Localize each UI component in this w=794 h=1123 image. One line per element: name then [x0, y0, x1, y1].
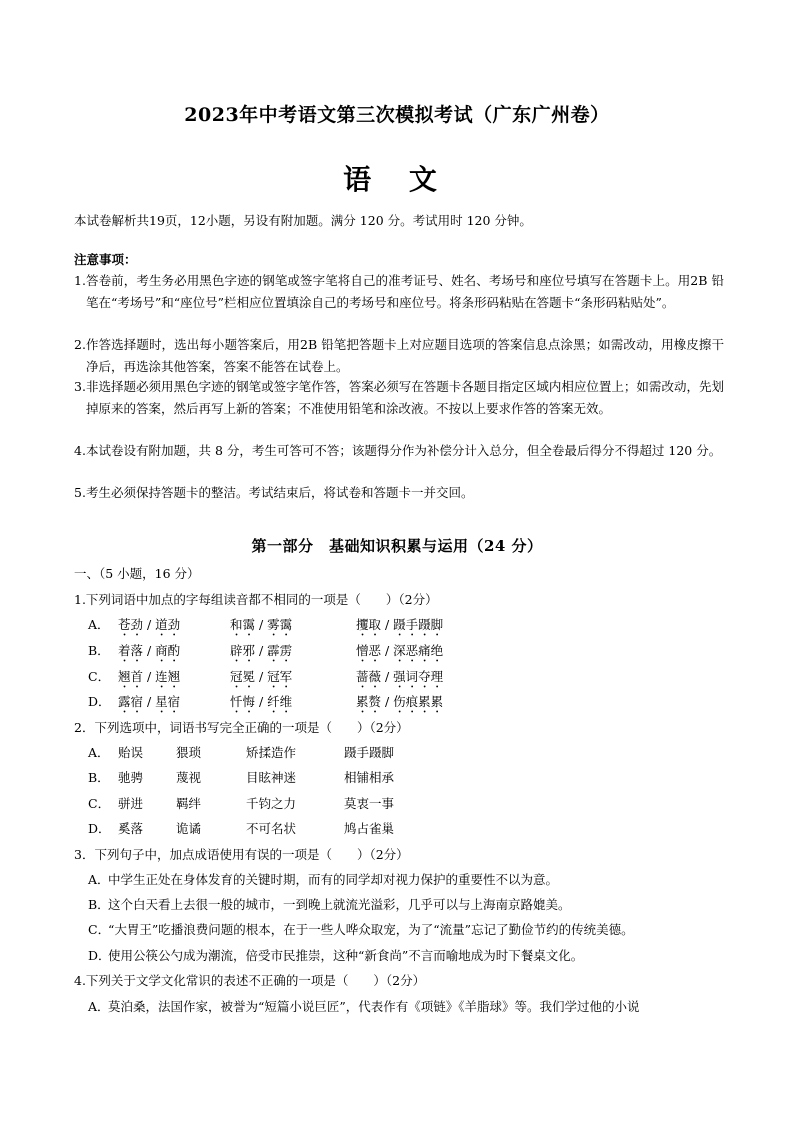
option-cell: 累赘 / 伤痕累累: [356, 694, 444, 709]
option-cell: 矫揉造作: [246, 745, 297, 760]
notice-text: 本试卷设有附加题，共 8 分，考生可答可不答；该题得分作为补偿分计入总分，但全卷最后得分不得超过 120 分。: [86, 443, 722, 458]
option-cell: 和霭 / 雾霭: [230, 617, 293, 632]
option-cell: 蔑视: [176, 770, 202, 785]
option-cell: 目眩神迷: [246, 770, 297, 785]
notice-number: 4.: [74, 443, 86, 458]
notice-item: [74, 440, 724, 462]
option-label: D．: [88, 821, 111, 836]
option-cell: 贻误: [118, 745, 144, 760]
option-cell: 翘首 / 连翘: [118, 669, 181, 684]
notice-number: 2.: [74, 337, 86, 352]
subject-title: 语 文: [343, 163, 451, 196]
option-cell: 奚落: [118, 821, 144, 836]
question-stem: 4.下列关于文学文化常识的表述不正确的一项是（ ）（2分）: [74, 973, 426, 988]
option-text: “大胃王”吃播浪费问题的根本，在于一些人哗众取宠，为了“流量”忘记了勤俭节约的传统美德。: [108, 922, 634, 937]
option-cell: 露宿 / 星宿: [118, 694, 181, 709]
notice-number: 3.: [74, 379, 86, 394]
option-cell: 攫取 / 蹑手蹑脚: [356, 617, 444, 632]
option-label: C．: [88, 922, 111, 937]
option-label: A．: [88, 999, 110, 1014]
option-cell: 莫衷一事: [344, 796, 395, 811]
option-label: A．: [88, 745, 110, 760]
section-heading: 一、（5 小题，16 分）: [74, 566, 200, 581]
option-label: A．: [88, 617, 110, 632]
option-cell: 不可名状: [246, 821, 297, 836]
notice-heading: 注意事项：: [74, 252, 137, 267]
option-cell: 诡谲: [176, 821, 202, 836]
notice-item: [74, 482, 724, 504]
notice-text: 非选择题必须用黑色字迹的钢笔或签字笔作答，答案必须写在答题卡各题目指定区域内相应位置上；如需改动，先划掉原来的答案，然后再写上新的答案；不准使用铅笔和涂改液。不按以上要求作答的答案无效。: [86, 379, 724, 416]
notice-number: 5.: [74, 485, 86, 500]
question-stem: 3．下列句子中，加点成语使用有误的一项是（ ）（2分）: [74, 847, 409, 862]
question-stem: 1.下列词语中加点的字每组读音都不相同的一项是（ ）（2分）: [74, 592, 438, 607]
option-label: D．: [88, 694, 111, 709]
option-cell: 忏悔 / 纤维: [230, 694, 293, 709]
option-cell: 猥琐: [176, 745, 202, 760]
part-heading: 第一部分 基础知识积累与运用（24 分）: [251, 537, 543, 555]
notice-text: 考生必须保持答题卡的整洁。考试结束后，将试卷和答题卡一并交回。: [86, 485, 474, 500]
option-cell: 冠冕 / 冠军: [230, 669, 293, 684]
option-cell: 相铺相承: [344, 770, 395, 785]
option-text: 使用公筷公勺成为潮流，倍受市民推崇，这种“新食尚”不言而喻地成为时下餐桌文化。: [108, 948, 584, 963]
notice-item: [74, 270, 724, 314]
option-cell: 驰骋: [118, 770, 144, 785]
option-cell: 着落 / 商酌: [118, 643, 181, 658]
exam-title: 2023年中考语文第三次模拟考试（广东广州卷）: [184, 104, 610, 126]
question-stem: 2．下列选项中，词语书写完全正确的一项是（ ）（2分）: [74, 720, 409, 735]
notice-item: [74, 376, 724, 420]
option-cell: 鸠占雀巢: [344, 821, 395, 836]
option-label: D．: [88, 948, 111, 963]
notice-item: [74, 334, 724, 378]
notice-text: 作答选择题时，选出每小题答案后，用2B 铅笔把答题卡上对应题目选项的答案信息点涂黑；如需改动，用橡皮擦干净后，再选涂其他答案，答案不能答在试卷上。: [86, 337, 724, 374]
option-cell: 千钧之力: [246, 796, 297, 811]
option-label: A．: [88, 872, 110, 887]
option-cell: 蔷薇 / 强词夺理: [356, 669, 444, 684]
option-cell: 苍劲 / 道劲: [118, 617, 181, 632]
exam-intro: 本试卷解析共19页，12小题，另设有附加题。满分 120 分。考试用时 120 分钟。: [74, 213, 532, 228]
option-cell: 骈进: [118, 796, 144, 811]
option-text: 莫泊桑，法国作家，被誉为“短篇小说巨匠”，代表作有《项链》《羊脂球》等。我们学过他的小说: [108, 999, 640, 1014]
option-label: B．: [88, 770, 110, 785]
notice-text: 答卷前，考生务必用黑色字迹的钢笔或签字笔将自己的准考证号、姓名、考场号和座位号填写在答题卡上。用2B 铅笔在“考场号”和“座位号”栏相应位置填涂自己的考场号和座位号。将条形码粘贴在答题卡“条形码粘贴处”。: [86, 273, 724, 310]
option-label: C．: [88, 796, 111, 811]
option-cell: 蹑手蹑脚: [344, 745, 395, 760]
option-cell: 憎恶 / 深恶痛绝: [356, 643, 444, 658]
option-label: C．: [88, 669, 111, 684]
option-label: B．: [88, 897, 110, 912]
option-text: 这个白天看上去很一般的城市，一到晚上就流光溢彩，几乎可以与上海南京路媲美。: [108, 897, 571, 912]
option-text: 中学生正处在身体发育的关键时期，而有的同学却对视力保护的重要性不以为意。: [108, 872, 559, 887]
option-label: B．: [88, 643, 110, 658]
notice-number: 1.: [74, 273, 86, 288]
option-cell: 羁绊: [176, 796, 202, 811]
option-cell: 辟邪 / 霹雳: [230, 643, 293, 658]
